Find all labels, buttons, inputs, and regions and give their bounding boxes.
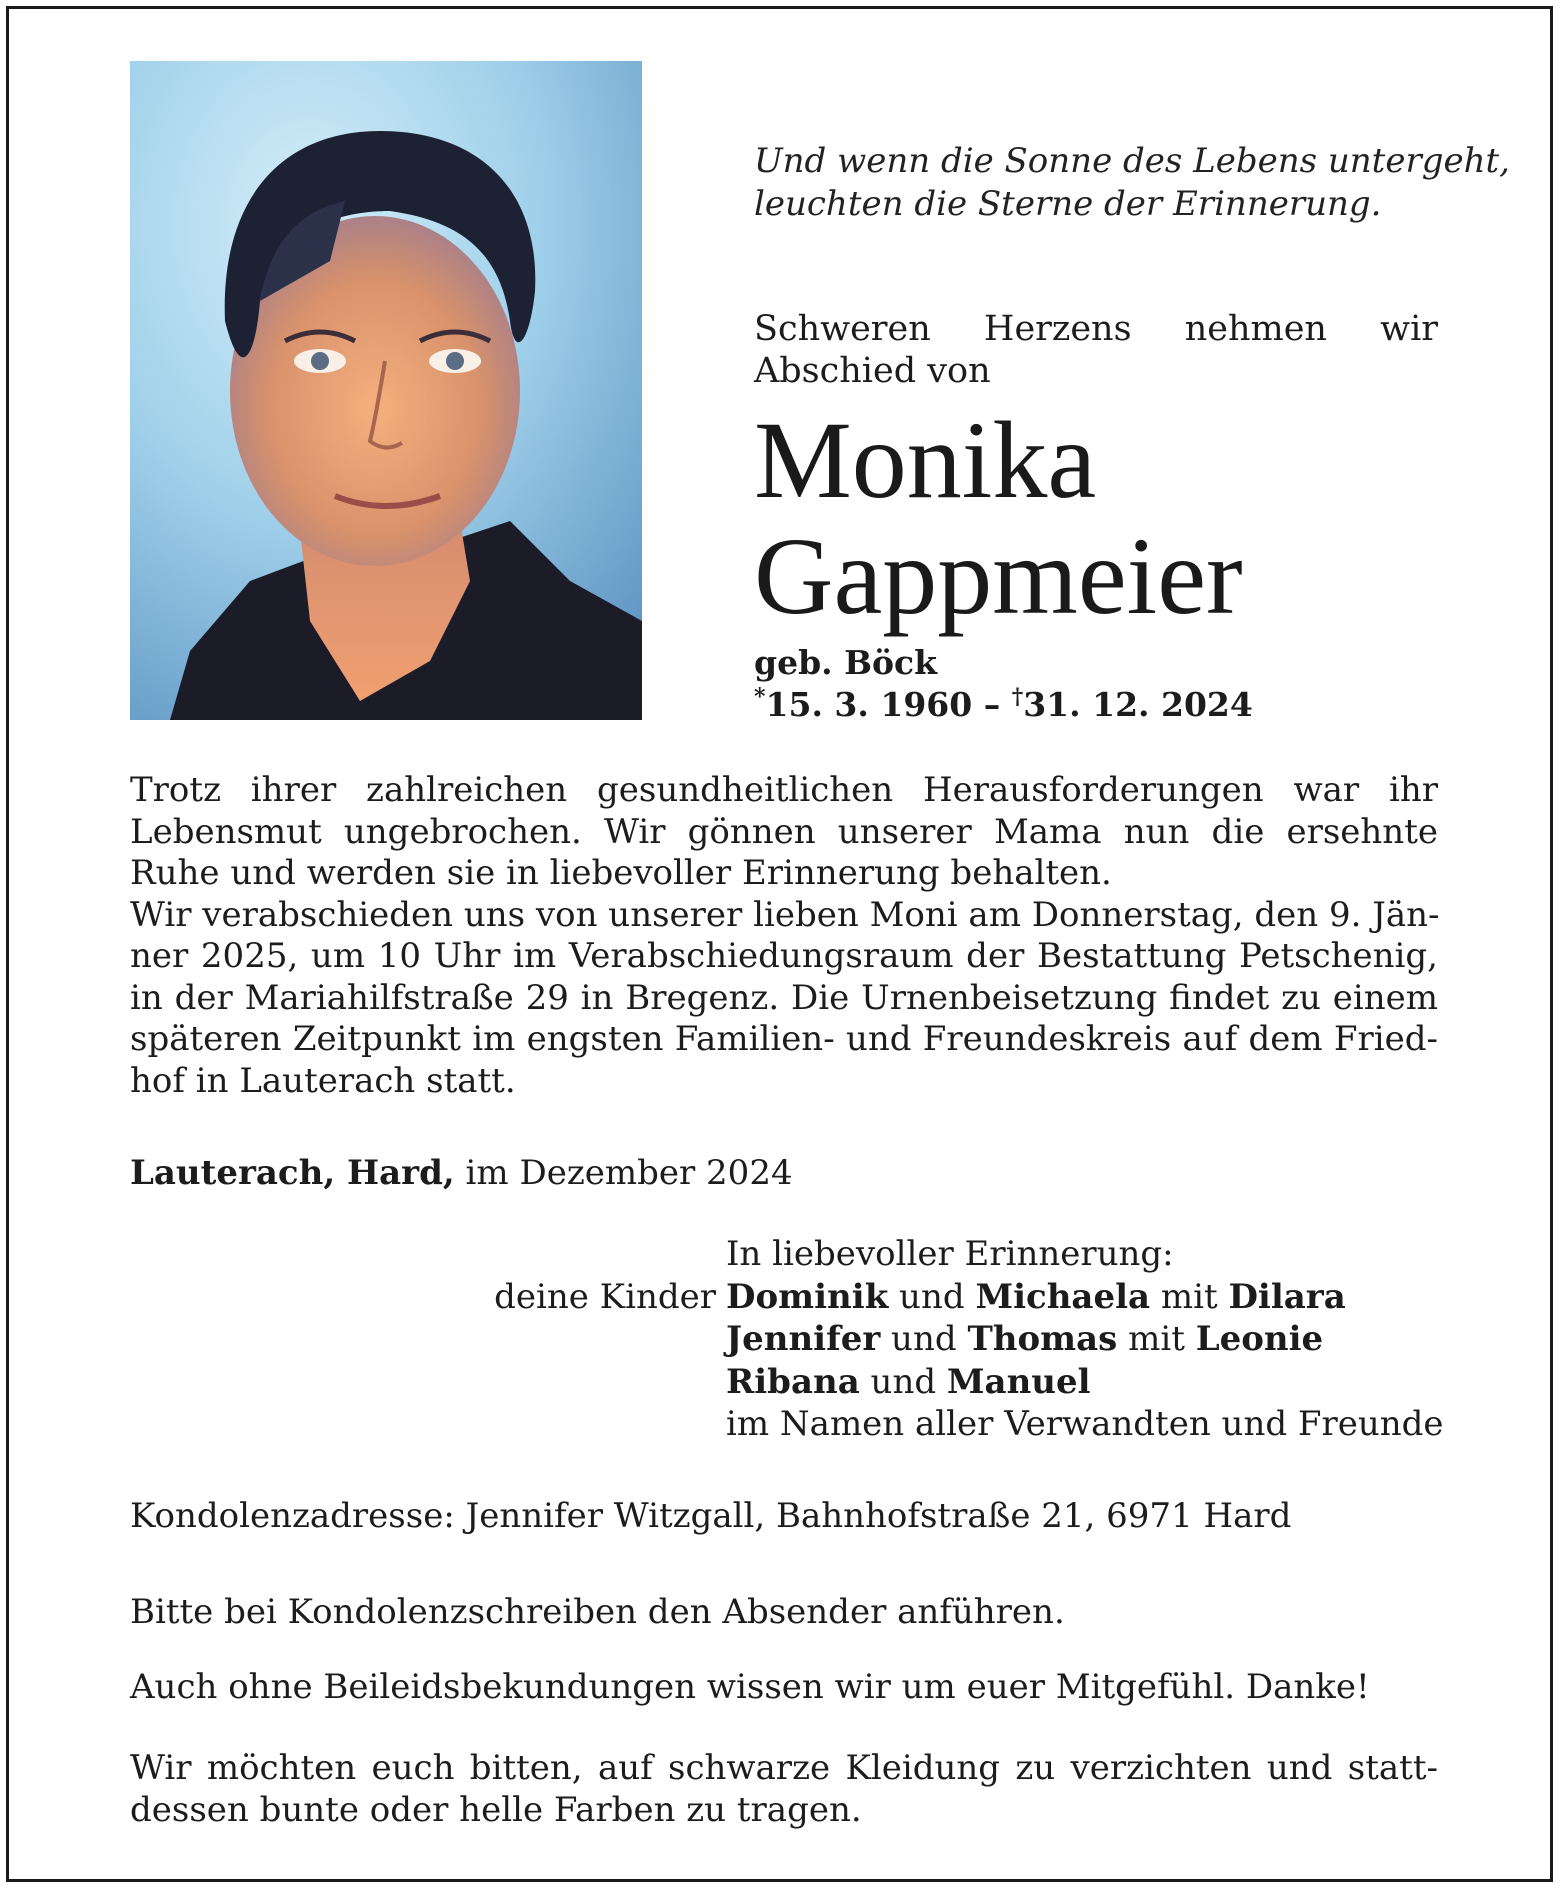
intro-line: Schweren Herzens nehmen wir xyxy=(754,309,1438,349)
obituary-text xyxy=(130,770,1438,1102)
grandchild-name: Dilara xyxy=(1228,1276,1346,1317)
family-signature xyxy=(130,1233,1444,1446)
epitaph-quote xyxy=(754,140,1510,226)
partner-name: Michaela xyxy=(975,1276,1151,1317)
partner-name: Thomas xyxy=(967,1319,1118,1359)
conjunction: mit xyxy=(1117,1319,1196,1359)
condolence-note: Auch ohne Beileidsbekundungen wissen wir um euer Mitgefühl. Danke! xyxy=(130,1667,1370,1707)
birth-date: 15. 3. 1960 xyxy=(765,685,973,724)
date-separator: – xyxy=(972,685,1012,724)
death-symbol: † xyxy=(1011,684,1024,710)
obituary-line: in der Mariahilfstraße 29 in Bregenz. Die Urnenbeisetzung findet zu einem xyxy=(130,977,1438,1018)
obituary-paragraph: Trotz ihrer zahlreichen gesundheitlichen Herausforderungen war ihr Lebensmut ungebrochen. Wir gönnen unserer Mama nun die ersehnte Ruhe und werden sie in liebevoller Erinnerung behalten. xyxy=(130,770,1438,893)
quote-line: leuchten die Sterne der Erinnerung. xyxy=(754,184,1382,224)
family-closing: im Namen aller Verwandten und Freunde xyxy=(726,1404,1444,1444)
conjunction: und xyxy=(880,1319,968,1359)
obituary-line: Wir verabschieden uns von unserer lieben Moni am Donnerstag, den 9. Jän- xyxy=(130,894,1440,935)
obituary-line: späteren Zeitpunkt im engsten Familien- und Freundeskreis auf dem Fried- xyxy=(130,1019,1438,1059)
obituary-line: hof in Lauterach statt. xyxy=(130,1060,516,1101)
child-name: Jennifer xyxy=(726,1319,881,1359)
place-names: Lauterach, Hard, xyxy=(130,1153,455,1193)
family-row xyxy=(726,1318,1323,1361)
intro-line: Abschied von xyxy=(754,351,991,391)
date-range xyxy=(754,684,1454,726)
portrait-illustration xyxy=(130,61,642,720)
condolence-note: Bitte bei Kondolenzschreiben den Absender anführen. xyxy=(130,1592,1065,1632)
family-heading: In liebevoller Erinnerung: xyxy=(726,1234,1174,1274)
family-row xyxy=(726,1361,1091,1404)
farewell-intro xyxy=(754,308,1438,392)
partner-name: Manuel xyxy=(946,1361,1091,1402)
first-name: Monika xyxy=(754,399,1097,521)
obituary-line: ner 2025, um 10 Uhr im Verabschiedungsraum der Bestattung Petschenig, xyxy=(130,936,1438,976)
quote-line: Und wenn die Sonne des Lebens untergeht, xyxy=(754,141,1510,181)
place-date xyxy=(130,1152,1030,1194)
conjunction: und xyxy=(859,1361,947,1402)
deceased-name xyxy=(754,399,1514,637)
note-line: dessen bunte oder helle Farben zu tragen. xyxy=(130,1790,862,1830)
conjunction: mit xyxy=(1150,1276,1229,1317)
family-row xyxy=(726,1276,1346,1319)
child-name: Dominik xyxy=(726,1276,889,1317)
family-label: deine Kinder xyxy=(494,1276,716,1317)
note-line: Wir möchten euch bitten, auf schwarze Kleidung zu verzichten und statt- xyxy=(130,1748,1438,1788)
life-dates xyxy=(754,642,1454,726)
last-name: Gappmeier xyxy=(754,515,1243,637)
conjunction: und xyxy=(888,1276,976,1317)
birth-symbol: * xyxy=(754,684,766,710)
dress-code-note xyxy=(130,1747,1438,1831)
child-name: Ribana xyxy=(726,1361,860,1402)
grandchild-name: Leonie xyxy=(1195,1319,1324,1359)
date-text: im Dezember 2024 xyxy=(454,1153,793,1193)
death-date: 31. 12. 2024 xyxy=(1023,685,1253,724)
portrait-photo xyxy=(130,61,642,720)
maiden-name: geb. Böck xyxy=(754,643,937,682)
condolence-address: Kondolenzadresse: Jennifer Witzgall, Bahnhofstraße 21, 6971 Hard xyxy=(130,1496,1292,1536)
